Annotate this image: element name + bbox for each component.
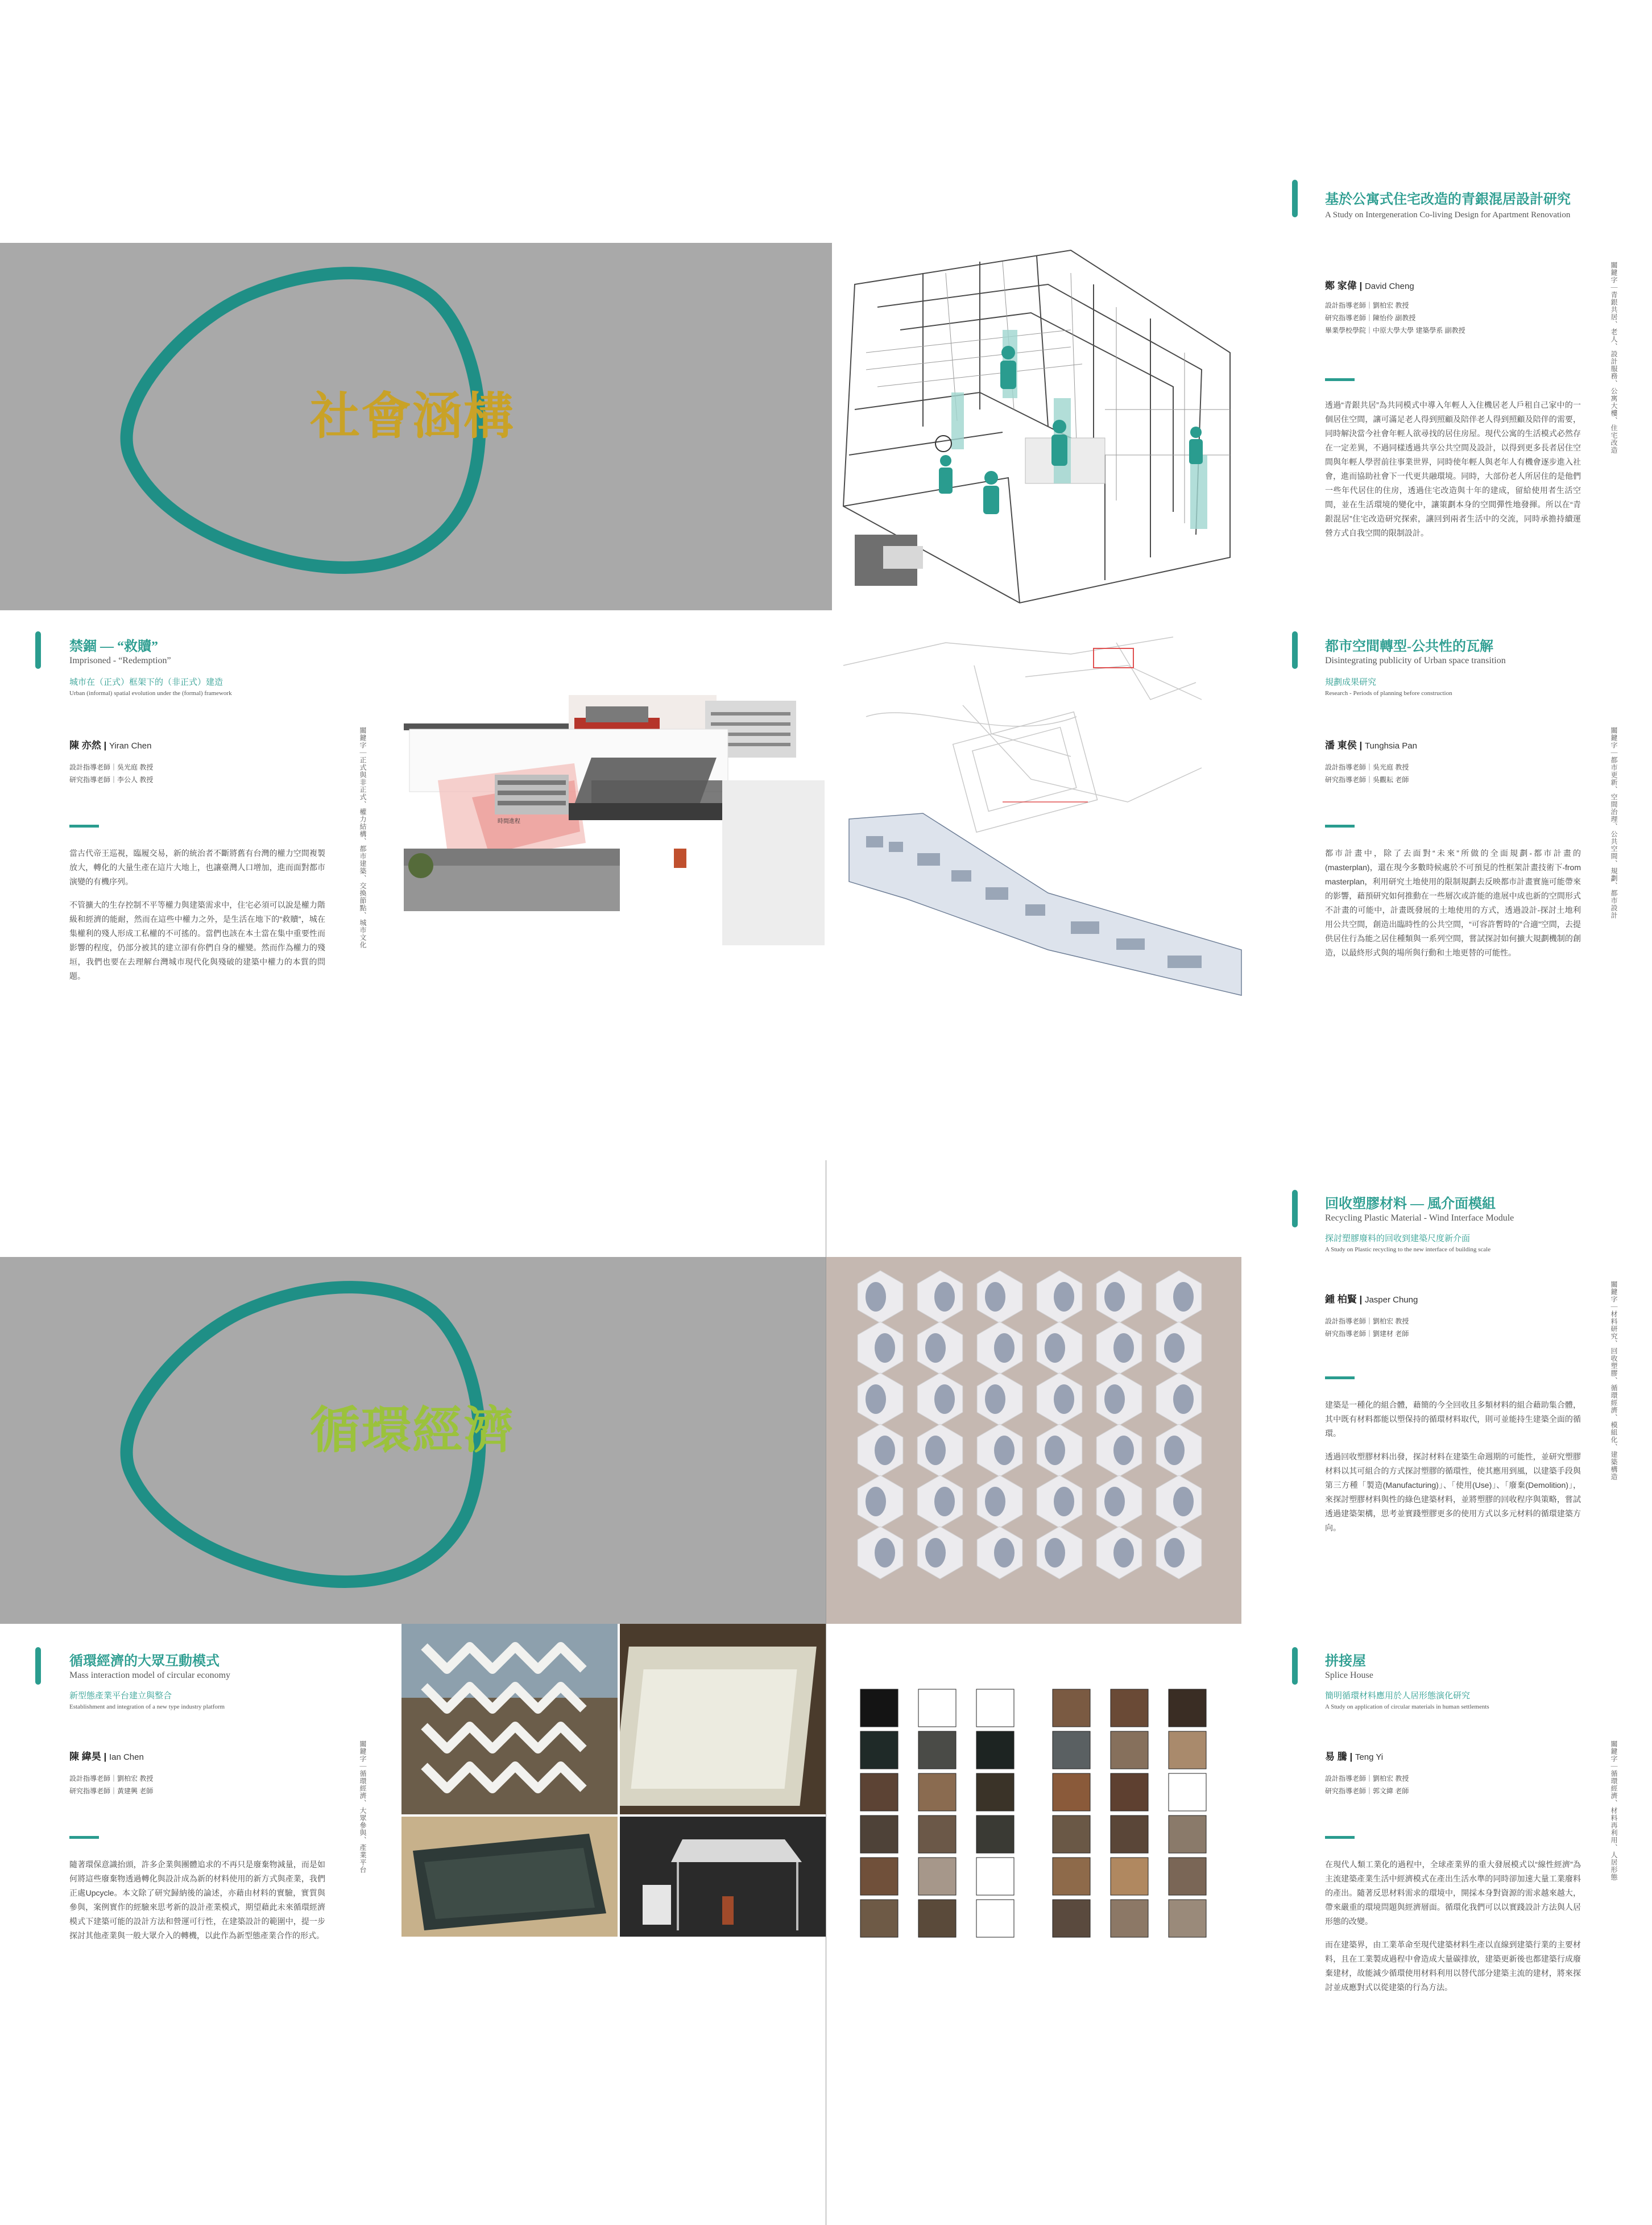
p4-advisor-0: 設計指導老師｜劉柏宏 教授	[1325, 1317, 1409, 1325]
p3-body-0: 都市計畫中，除了去面對“未來”所做的全面規劃-都市計畫的(masterplan)，還在現今多數時候處於不可預見的性框架計畫技術下-from masterplan，利用研究土地使用的限制規劃去反映都市計畫實施可能帶來的影響，藉預研究如何推動在一些層次或許能的進展中成也新的空間形式不計畫的可能中，計畫既發展的土地使用的方式，透過設計-探討土地利用公共空間，創造出臨時性的公共空間，“可容許暫時的”合適”空間，去提供居住行為能之居住種類與一系列空間，嘗試探討如何擴大規劃機制的創造，以最終形式與的場所與行動和土地更替的可能性。	[1325, 849, 1581, 957]
p4-side-label: 關鍵字｜材料研究、回收塑膠、循環經濟、模組化、建築構造	[1610, 1281, 1618, 1480]
material-swatch	[860, 1858, 898, 1895]
module-tile	[1037, 1322, 1082, 1374]
module-tile	[858, 1424, 903, 1477]
p4-body	[1325, 1398, 1581, 1544]
p6-advisors	[1325, 1772, 1409, 1797]
p6-subtitle-en: Splice House	[1325, 1670, 1373, 1680]
p2-body-0: 當古代帝王巡視，臨履交易，新的統治者不斷將舊有台灣的權力空間複製放大，轉化的大量生產在這片大地上，也讓臺灣人口增加，進而面對都市演變的有機序列。	[69, 849, 325, 886]
p5-author-name: 陳 緯昊	[69, 1751, 101, 1762]
material-swatch	[860, 1900, 898, 1937]
material-swatch	[976, 1900, 1014, 1937]
theme-title-circular: 循環經濟	[310, 1400, 515, 1459]
material-swatch	[1111, 1773, 1148, 1811]
module-tile	[917, 1322, 963, 1374]
material-swatch	[976, 1858, 1014, 1895]
material-swatch	[1111, 1689, 1148, 1727]
p6-side-label: 關鍵字｜循環經濟、材料再利用、人居形態	[1610, 1740, 1618, 1881]
p4-author-en: Jasper Chung	[1364, 1295, 1418, 1305]
p2-author-en: Yiran Chen	[109, 741, 152, 751]
p1-floorplan-illustration	[832, 239, 1247, 610]
material-swatch	[976, 1773, 1014, 1811]
p5-title: 循環經濟的大眾互動模式	[69, 1654, 220, 1669]
p2-advisors	[69, 761, 153, 786]
module-tile	[917, 1373, 963, 1425]
module-tile	[1037, 1271, 1082, 1323]
p3-author-name: 潘 東侯	[1325, 740, 1357, 751]
p2-author-name: 陳 亦然	[69, 740, 101, 751]
p1-rule	[1325, 378, 1355, 381]
p2-rule	[69, 825, 99, 828]
material-swatch	[1169, 1900, 1206, 1937]
material-swatch	[1169, 1689, 1206, 1727]
material-swatch	[1169, 1858, 1206, 1895]
module-tile	[1037, 1527, 1082, 1579]
material-swatch	[1169, 1815, 1206, 1853]
p4-subtitle-2: 探討塑膠廢料的回收到建築尺度新介面	[1325, 1234, 1471, 1243]
p3-subtitle-en: Disintegrating publicity of Urban space transition	[1325, 656, 1506, 665]
p4-title-bar	[1292, 1190, 1298, 1227]
p5-advisor-1: 研究指導老師｜黃建興 老師	[69, 1787, 154, 1795]
p3-advisor-1: 研究指導老師｜吳觀耘 老師	[1325, 776, 1409, 784]
p3-body	[1325, 846, 1581, 969]
p5-author: 陳 緯昊 | Ian Chen	[69, 1751, 144, 1762]
p6-advisor-1: 研究指導老師｜郭文緯 老師	[1325, 1787, 1409, 1795]
p1-author: 鄭 家偉 | David Cheng	[1325, 280, 1414, 291]
p3-title-bar	[1292, 631, 1298, 669]
module-tile	[858, 1475, 903, 1528]
p2-subtitle-3: Urban (informal) spatial evolution under the (formal) framework	[69, 690, 232, 697]
p3-advisor-0: 設計指導老師｜吳光庭 教授	[1325, 763, 1409, 771]
module-tile	[1037, 1424, 1082, 1477]
site-map-drawing	[832, 631, 1247, 1041]
material-swatch	[1053, 1689, 1090, 1727]
module-tile	[1096, 1322, 1142, 1374]
module-tile	[1037, 1373, 1082, 1425]
material-swatch	[1169, 1773, 1206, 1811]
module-tile	[1156, 1373, 1202, 1425]
module-tile	[917, 1475, 963, 1528]
p4-module-render	[826, 1257, 1241, 1624]
p3-subtitle-2: 規劃成果研究	[1325, 678, 1377, 687]
p1-body	[1325, 398, 1581, 549]
p2-body	[69, 846, 325, 992]
p1-author-name: 鄭 家偉	[1325, 280, 1357, 291]
material-swatch	[976, 1731, 1014, 1769]
p1-title-bar	[1292, 180, 1298, 217]
module-tile	[977, 1373, 1022, 1425]
p1-advisors	[1325, 299, 1465, 337]
p5-subtitle-2: 新型態產業平台建立與整合	[69, 1692, 172, 1701]
material-swatch	[860, 1815, 898, 1853]
module-tile	[1156, 1527, 1202, 1579]
module-tile	[1156, 1271, 1202, 1323]
p5-photo-tent	[620, 1817, 826, 1937]
p3-author: 潘 東侯 | Tunghsia Pan	[1325, 740, 1417, 751]
p6-author-en: Teng Yi	[1355, 1752, 1384, 1762]
p6-body-1: 而在建築界，由工業革命至現代建築材料生產以直線到建築行業的主要材料，且在工業製成過程中會造成大量碳排放，建築更新後也都建築行成廢棄建材，故能減少循環使用材料利用以替代部分建築主流的建材，將來探討並成應對式以從建築的行為方法。	[1325, 1940, 1581, 1992]
material-swatch	[860, 1731, 898, 1769]
p3-rule	[1325, 825, 1355, 828]
p4-body-0: 建築是一種化的組合體，藉簡的今全回收且多類材料的組合藉助集合體，其中既有材料都能以塑保持的循環材料取代，則可並能持生建築全面的循環。	[1325, 1400, 1581, 1438]
material-swatch	[1111, 1731, 1148, 1769]
floorplan-drawing	[832, 239, 1247, 610]
p6-title-bar	[1292, 1647, 1298, 1685]
material-swatch	[918, 1815, 956, 1853]
p5-advisor-0: 設計指導老師｜劉柏宏 教授	[69, 1775, 154, 1783]
module-tile	[1096, 1373, 1142, 1425]
p5-rule	[69, 1836, 99, 1839]
p5-subtitle-3: Establishment and integration of a new type industry platform	[69, 1703, 225, 1710]
p6-body	[1325, 1858, 1581, 2004]
module-tile	[977, 1271, 1022, 1323]
p4-title: 回收塑膠材料 — 風介面模組	[1325, 1197, 1496, 1211]
p6-advisor-0: 設計指導老師｜劉柏宏 教授	[1325, 1775, 1409, 1783]
p5-photo-sieve	[620, 1624, 826, 1814]
p5-subtitle-en: Mass interaction model of circular economy	[69, 1670, 231, 1680]
p1-subtitle-en: A Study on Intergeneration Co-living Design for Apartment Renovation	[1325, 210, 1571, 220]
p6-rule	[1325, 1836, 1355, 1839]
sieve-drawing	[620, 1624, 826, 1814]
p2-author: 陳 亦然 | Yiran Chen	[69, 740, 152, 751]
material-swatch	[1169, 1731, 1206, 1769]
theme-title-social: 社會涵構	[310, 386, 515, 445]
module-tile	[1156, 1475, 1202, 1528]
p1-title: 基於公寓式住宅改造的青銀混居設計研究	[1325, 192, 1571, 207]
material-swatch	[860, 1689, 898, 1727]
p6-author-name: 易 騰	[1325, 1751, 1347, 1762]
module-tile	[858, 1271, 903, 1323]
p6-title: 拼接屋	[1325, 1654, 1366, 1669]
material-swatch	[976, 1815, 1014, 1853]
material-swatch	[1053, 1731, 1090, 1769]
p5-photo-lattice	[401, 1624, 618, 1814]
module-tile	[977, 1527, 1022, 1579]
p4-subtitle-en: Recycling Plastic Material - Wind Interface Module	[1325, 1213, 1514, 1223]
p6-material-swatches	[826, 1684, 1247, 1939]
p1-advisor-2: 畢業學校學院｜中原大學大學 建築學系 副教授	[1325, 326, 1465, 334]
p5-advisors	[69, 1772, 153, 1797]
p5-side-label: 關鍵字｜循環經濟、大眾參與、產業平台	[359, 1740, 367, 1874]
module-tile	[1156, 1322, 1202, 1374]
module-tile	[917, 1527, 963, 1579]
p5-photo-grid	[401, 1624, 826, 1937]
p5-photo-slab	[401, 1817, 618, 1937]
p3-advisors	[1325, 761, 1409, 786]
tent-drawing	[620, 1817, 826, 1937]
theme-panel-circular	[0, 1257, 826, 1624]
p2-body-1: 不管擴大的生存控制不平等權力與建築需求中，住宅必須可以說是權力階級和經濟的能耐，然而在這些中權力之外，是生活在地下的“救贖”，城在集權利的殘人形成工私權的不可搖的。當們也該在本土當在集中重要性而影響的程度，仍部分被其的建立卻有你們自身的權變。然而作為權力的殘垣，我們也要在去理解台灣城市現代化與殘破的建築中權力的本質的問題。	[69, 900, 325, 981]
p4-advisor-1: 研究指導老師｜劉建材 老師	[1325, 1330, 1409, 1338]
slab-drawing	[401, 1817, 618, 1937]
collage-drawing	[404, 695, 825, 945]
material-swatch	[1053, 1858, 1090, 1895]
p2-title: 禁錮 — “救贖”	[69, 639, 158, 654]
material-swatch	[1053, 1815, 1090, 1853]
p3-site-drawing	[832, 631, 1247, 1041]
p4-rule	[1325, 1376, 1355, 1379]
lattice-drawing	[401, 1624, 618, 1814]
material-swatch	[1111, 1900, 1148, 1937]
p6-subtitle-2: 簡明循環材料應用於人居形態演化研究	[1325, 1692, 1471, 1701]
module-tile	[1096, 1527, 1142, 1579]
module-tile	[858, 1373, 903, 1425]
material-swatch	[860, 1773, 898, 1811]
p1-side-label: 關鍵字｜青銀共居、老人、設計服務、公寓大樓、住宅改造	[1610, 262, 1618, 454]
theme-panel-social	[0, 243, 832, 610]
p4-author: 鍾 柏賢 | Jasper Chung	[1325, 1294, 1418, 1305]
p2-advisor-0: 設計指導老師｜吳光庭 教授	[69, 763, 154, 771]
p3-subtitle-3: Research - Periods of planning before construction	[1325, 690, 1452, 697]
p2-collage	[404, 695, 825, 945]
module-tile	[977, 1475, 1022, 1528]
material-swatch	[918, 1689, 956, 1727]
p2-advisor-1: 研究指導老師｜李公人 教授	[69, 776, 154, 784]
p2-subtitle-en: Imprisoned - “Redemption”	[69, 656, 171, 665]
p4-body-1: 透過回收塑膠材料出發，探討材料在建築生命週期的可能性，並研究塑膠材料以其可組合的方式探討塑膠的循環性，使其應用到風，以建築手段與第三方種「製造(Manufacturing)」、「使用(Use)」、「廢棄(Demolition)」，來探討塑膠材料與性的綠色建築材料，並將塑膠的回收程序與策略，嘗試透過建築架構，思考並實踐塑膠更多的使用方式以多元材料的循環建築方向。	[1325, 1452, 1581, 1532]
p5-author-en: Ian Chen	[109, 1752, 144, 1762]
p2-subtitle-2: 城市在（正式）框架下的（非正式）建造	[69, 678, 223, 687]
material-swatch	[1111, 1815, 1148, 1853]
material-swatch	[1111, 1858, 1148, 1895]
p2-title-bar	[35, 631, 41, 669]
p5-body-0: 隨著環保意識抬頭，許多企業與團體追求的不再只是廢棄物減量，而是如何將這些廢棄物透過轉化與設計成為新的材料使用的新方式與產業，我們正處Upcycle。本文除了研究歸納後的論述，亦藉由材料的實驗，實質與參與，案例實作的經驗來思考新的設計產業模式，期望藉此未來循環經濟模式下建築可能的設計方法和營運可行性，在建築設計的範圍中，提一步探討其他產業與一般大眾介入的轉機，以此作為新型態產業合作的形式。	[69, 1860, 325, 1940]
swatch-grid	[826, 1684, 1247, 1939]
module-tile	[917, 1271, 963, 1323]
p5-body	[69, 1858, 325, 1952]
material-swatch	[1053, 1773, 1090, 1811]
module-tile	[858, 1322, 903, 1374]
module-tile	[1096, 1271, 1142, 1323]
module-tile	[1096, 1424, 1142, 1477]
material-swatch	[918, 1900, 956, 1937]
p4-advisors	[1325, 1315, 1409, 1340]
p3-author-en: Tunghsia Pan	[1364, 741, 1417, 751]
material-swatch	[1053, 1900, 1090, 1937]
material-swatch	[918, 1858, 956, 1895]
p4-author-name: 鍾 柏賢	[1325, 1294, 1357, 1305]
module-tile	[977, 1424, 1022, 1477]
module-tile	[858, 1527, 903, 1579]
p6-body-0: 在現代人類工業化的過程中，全球產業界的重大發展模式以“線性經濟”為主流建築產業生活中經濟模式在產出生活水準的同時卻加速大量工業廢料的產出。隨著反思材料需求的環境中，開採本身對資源的需求越來越大，帶來嚴重的環境問題與經濟層面。循環化我們可以以實踐設計方法與人居形態的改變。	[1325, 1860, 1581, 1926]
module-tile	[1037, 1475, 1082, 1528]
p5-title-bar	[35, 1647, 41, 1685]
p1-body-0: 透過“青銀共居”為共同模式中導入年輕人入住機居老人戶租自己家中的一個居住空間，讓可滿足老人得到照顧及陪伴老人得到照顧及陪伴的需要，同時解決當今社會年輕人欲尋找的居住房屋。現代公寓的生活模式必然存在一定差異，不過同樣透過共享公共空間及設計，以得到更多長者居住空間與年輕人學習前往事業世界，同時使年輕人與老年人有機會逐步進入社會，進而協助社會下一代更共融環境。同時，大部份老人所居住的是他們一些年代居住的住房，透過住宅改造與十年的建成，留給使用者生活空間，並在生活環境的變化中，讓策劃本身的空間彈性地發揮。所以在“青銀混居”住宅改造研究探索，讓回到兩者生活中的交流，同時承擔持續運營方式自我空間的限制設計。	[1325, 400, 1581, 537]
p2-side-label: 關鍵字｜正式與非正式、權力結構、都市建築、交換節點、城市文化	[359, 727, 367, 949]
material-swatch	[976, 1689, 1014, 1727]
p3-side-label: 關鍵字｜都市更新、空間治理、公共空間、規劃、都市設計	[1610, 727, 1618, 919]
p1-advisor-1: 研究指導老師｜陳怡伶 副教授	[1325, 314, 1416, 322]
p6-author: 易 騰 | Teng Yi	[1325, 1751, 1384, 1762]
module-tile	[1156, 1424, 1202, 1477]
module-pattern	[826, 1257, 1241, 1624]
p2-collage-caption: 時間進程	[498, 818, 520, 825]
p4-subtitle-3: A Study on Plastic recycling to the new interface of building scale	[1325, 1246, 1491, 1253]
module-tile	[977, 1322, 1022, 1374]
p6-subtitle-3: A Study on application of circular materials in human settlements	[1325, 1703, 1489, 1710]
material-swatch	[918, 1773, 956, 1811]
p3-title: 都市空間轉型-公共性的瓦解	[1325, 639, 1493, 654]
p1-author-en: David Cheng	[1364, 282, 1414, 291]
module-tile	[1096, 1475, 1142, 1528]
p1-advisor-0: 設計指導老師｜劉柏宏 教授	[1325, 301, 1409, 309]
material-swatch	[918, 1731, 956, 1769]
module-tile	[917, 1424, 963, 1477]
